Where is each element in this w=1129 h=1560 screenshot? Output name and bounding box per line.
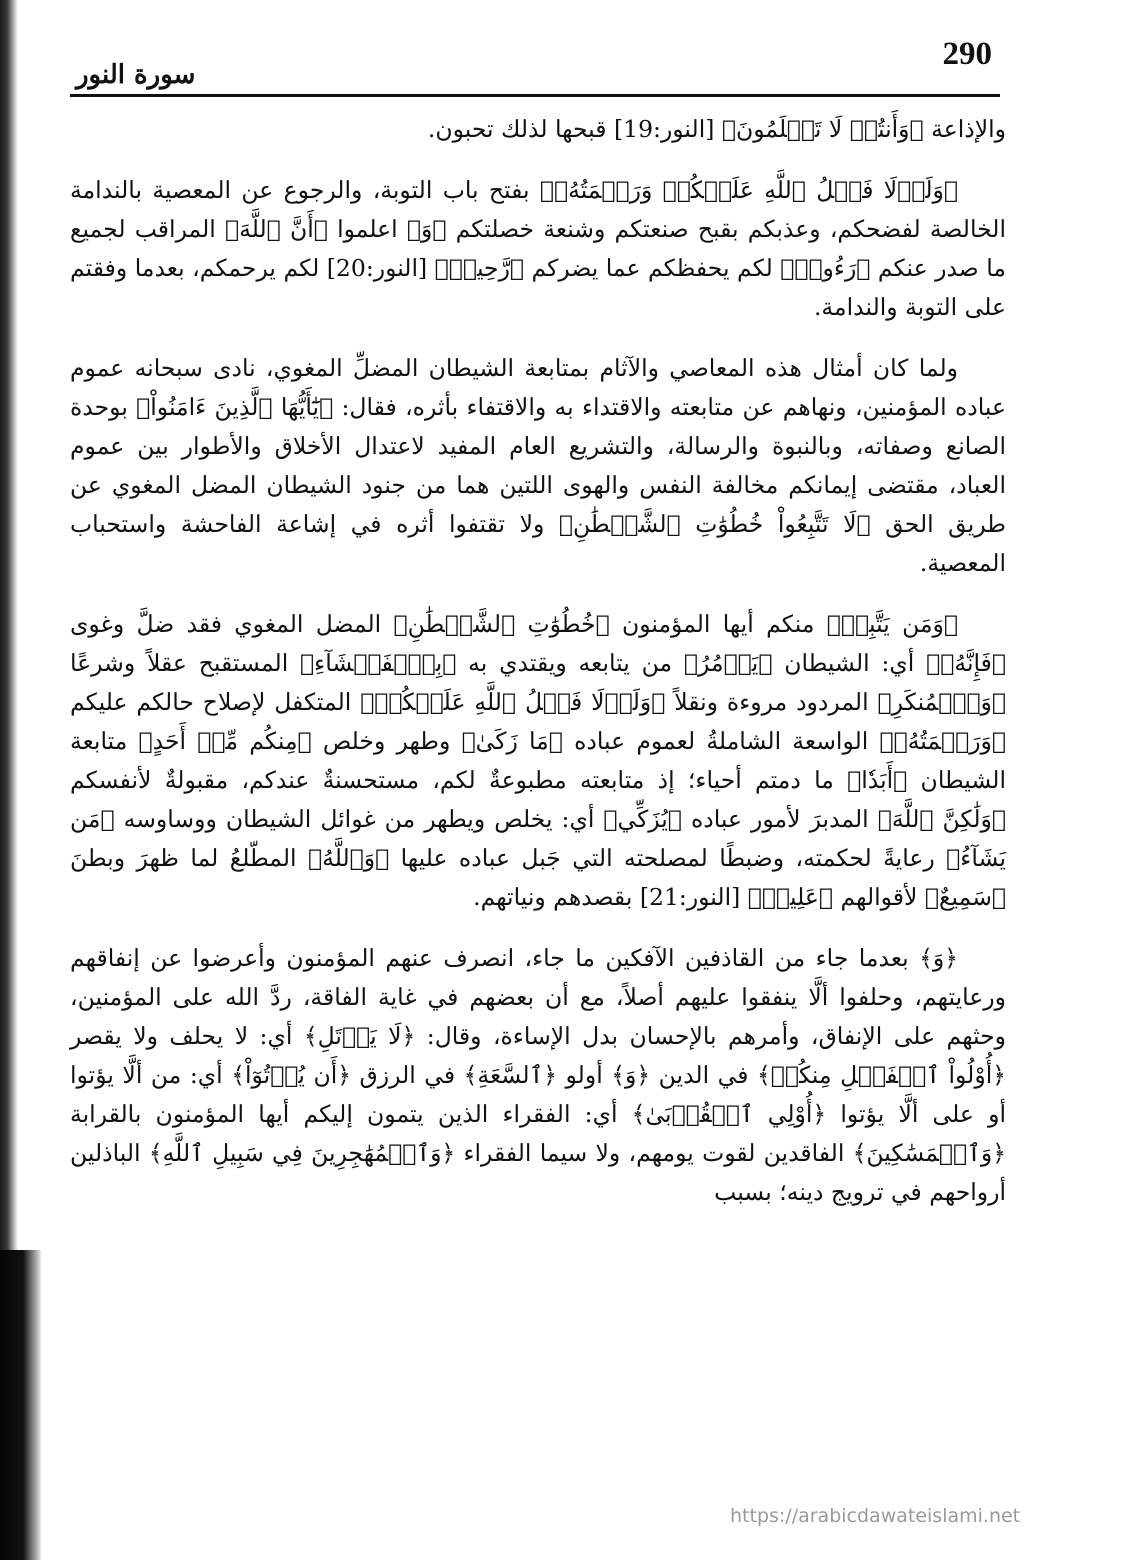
header-divider [70, 94, 1000, 97]
paragraph-2: ﴿وَلَوۡلَا فَضۡلُ ٱللَّهِ عَلَيۡكُمۡ وَرَحۡمَتُهُۥ﴾ بفتح باب التوبة، والرجوع عن المعصية بالندامة الخالصة لفضحكم، وعذبكم بقبح صنعتكم وشنعة خصلتكم ﴿وَ﴾ اعلموا ﴿أَنَّ ٱللَّهَ﴾ المراقب لجميع ما صدر عنكم ﴿رَءُوفٞ﴾ لكم يحفظكم عما يضركم ﴿رَّحِيمٞ﴾ [النور:20] لكم يرحمكم، بعدما وفقتم على التوبة والندامة. [70, 176, 1006, 321]
page-number: 290 [942, 36, 992, 72]
page-body [70, 110, 1006, 1234]
watermark-url: https://arabicdawateislami.net [730, 1505, 1021, 1527]
scan-edge-dark-shadow [0, 1250, 42, 1560]
page-header [70, 36, 1000, 96]
paragraph-4: ﴿وَمَن يَتَّبِعۡ﴾ منكم أيها المؤمنون ﴿خُطُوَٰتِ ٱلشَّيۡطَٰنِ﴾ المضل المغوي فقد ضلَّ وغوى ﴿فَإِنَّهُۥ﴾ أي: الشيطان ﴿يَأۡمُرُ﴾ من يتابعه ويقتدي به ﴿بِٱلۡفَحۡشَآءِ﴾ المستقبح عقلاً وشرعًا ﴿وَٱلۡمُنكَرِ﴾ المردود مروءة ونقلاً ﴿وَلَوۡلَا فَضۡلُ ٱللَّهِ عَلَيۡكُمۡ﴾ المتكفل لإصلاح حالكم عليكم ﴿وَرَحۡمَتُهُۥ﴾ الواسعة الشاملةُ لعموم عباده ﴿مَا زَكَىٰ﴾ وطهر وخلص ﴿مِنكُم مِّنۡ أَحَدٍ﴾ متابعة الشيطان ﴿أَبَدٗا﴾ ما دمتم أحياء؛ إذ متابعته مطبوعةٌ لكم، مستحسنةٌ عندكم، مقبولةٌ لأنفسكم ﴿وَلَٰكِنَّ ٱللَّهَ﴾ المدبرَ لأمور عباده ﴿يُزَكِّي﴾ أي: يخلص ويطهر من غوائل الشيطان ووساوسه ﴿مَن يَشَآءُ﴾ رعايةً لحكمته، وضبطًا لمصلحته التي جَبل عباده عليها ﴿وَٱللَّهُ﴾ المطّلعُ لما ظهرَ وبطنَ ﴿سَمِيعٌ﴾ لأقوالهم ﴿عَلِيمٞ﴾ [النور:21] بقصدهم ونياتهم. [70, 610, 1006, 911]
paragraph-3: ولما كان أمثال هذه المعاصي والآثام بمتابعة الشيطان المضلِّ المغوي، نادى سبحانه عموم عباده المؤمنين، ونهاهم عن متابعته والاقتداء به والاقتفاء بأثره، فقال: ﴿يَٰٓأَيُّهَا ٱلَّذِينَ ءَامَنُواْ﴾ بوحدة الصانع وصفاته، وبالنبوة والرسالة، والتشريع العام المفيد لاعتدال الأخلاق والأطوار بين عموم العباد، مقتضى إيمانكم مخالفة النفس والهوى اللتين هما من جنود الشيطان المضل المغوي عن طريق الحق ﴿لَا تَتَّبِعُواْ خُطُوَٰتِ ٱلشَّيۡطَٰنِ﴾ ولا تقتفوا أثره في إشاعة الفاحشة واستحباب المعصية. [70, 354, 1006, 577]
surah-title: سورة النور [76, 60, 196, 90]
paragraph-1: والإذاعة ﴿وَأَنتُمۡ لَا تَعۡلَمُونَ﴾ [النور:19] قبحها لذلك تحبون. [427, 115, 1006, 143]
paragraph-5: ﴿وَ﴾ بعدما جاء من القاذفين الآفكين ما جاء، انصرف عنهم المؤمنون وأعرضوا عن إنفاقهم ورعايتهم، وحلفوا ألَّا ينفقوا عليهم أصلاً، مع أن بعضهم في غاية الفاقة، ردَّ الله على المؤمنين، وحثهم على الإنفاق، وأمرهم بالإحسان بدل الإساءة، وقال: ﴿لَا يَأۡتَلِ﴾ أي: لا يحلف ولا يقصر ﴿أُوْلُواْ ٱلۡفَضۡلِ مِنكُمۡ﴾ في الدين ﴿وَ﴾ أولو ﴿ٱلسَّعَةِ﴾ في الرزق ﴿أَن يُؤۡتُوٓاْ﴾ أي: من ألَّا يؤتوا أو على ألَّا يؤتوا ﴿أُوْلِي ٱلۡقُرۡبَىٰ﴾ أي: الفقراء الذين يتمون إليكم أيها المؤمنون بالقرابة ﴿وَٱلۡمَسَٰكِينَ﴾ الفاقدين لقوت يومهم، ولا سيما الفقراء ﴿وَٱلۡمُهَٰجِرِينَ فِي سَبِيلِ ٱللَّهِ﴾ الباذلين أرواحهم في ترويج دينه؛ بسبب [70, 944, 1006, 1206]
